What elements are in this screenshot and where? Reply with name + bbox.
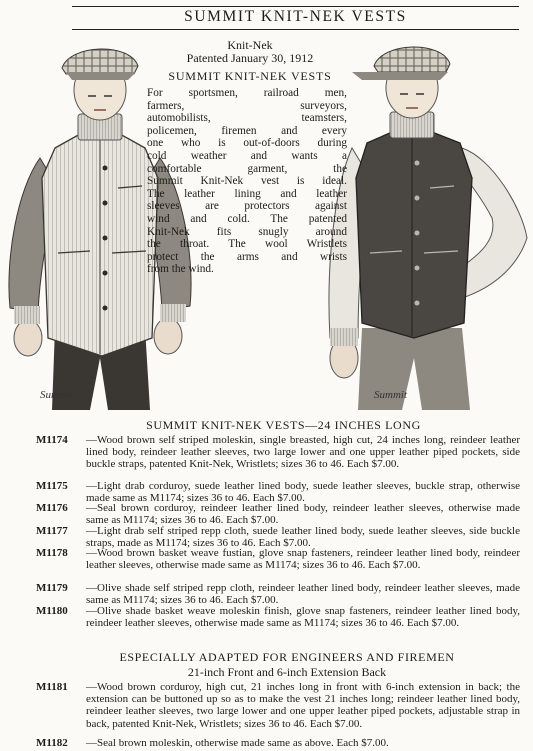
list-item [36, 582, 520, 606]
description-line: wind and cold. The patented [147, 212, 347, 225]
item-description: —Wood brown basket weave fustian, glove snap fasteners, reindeer leather lined body, reindeer leather sleeves, otherwise made same as M1174; sizes 36 to 46. Each $7.00. [86, 547, 520, 572]
description-line: one who is out-of-doors during [147, 137, 347, 150]
section-heading: SUMMIT KNIT-NEK VESTS [168, 69, 332, 83]
description-line: farmers, surveyors, [147, 99, 347, 112]
item-description: —Olive shade self striped repp cloth, reindeer leather lined body, reindeer leather sleeves, made same as M1174; sizes 36 to 46. Each $7.00. [86, 582, 520, 607]
item-description: —Wood brown corduroy, high cut, 21 inches long in front with 6-inch extension in back; the extension can be buttoned up so as to make the vest 21 inches long; reindeer leather lined body, reindeer leather sleeves, two large lower and one upper leather piped pockets, adjustable strap in back, patented Knit-Nek, Wristlets; sizes 36 to 46. Each $7.00. [86, 681, 520, 730]
item-code: M1174 [36, 434, 68, 446]
item-code: M1180 [36, 605, 68, 617]
engineers-heading: ESPECIALLY ADAPTED FOR ENGINEERS AND FIREMEN [119, 650, 455, 664]
description-line: sleeves are protectors against [147, 200, 347, 213]
description-line: policemen, firemen and every [147, 124, 347, 137]
list-item [36, 737, 520, 749]
right-illustration-signature: Summit [374, 389, 407, 401]
listing-heading: SUMMIT KNIT-NEK VESTS—24 INCHES LONG [146, 418, 421, 432]
item-code: M1178 [36, 547, 68, 559]
list-item [36, 681, 520, 730]
list-item [36, 434, 520, 471]
description-line: Summit Knit-Nek vest is ideal. [147, 175, 347, 188]
description-line: The leather lining and leather [147, 187, 347, 200]
description-line: For sportsmen, railroad men, [147, 87, 347, 99]
header-bottom-rule [72, 29, 519, 30]
list-item [36, 605, 520, 629]
list-item [36, 547, 520, 571]
left-illustration-signature: Summit [40, 389, 73, 401]
description-line: comfortable garment, the [147, 162, 347, 175]
item-code: M1175 [36, 480, 68, 492]
description-line: the throat. The wool Wristlets [147, 238, 347, 251]
item-description: —Seal brown corduroy, reindeer leather lined body, reindeer leather sleeves, otherwise made same as M1174; sizes 36 to 46. Each $7.00. [86, 502, 520, 527]
header-top-rule [72, 6, 519, 7]
list-item [36, 480, 520, 504]
list-item [36, 525, 520, 549]
item-code: M1179 [36, 582, 68, 594]
description-line: cold weather and wants a [147, 149, 347, 162]
description-line: from the wind. [147, 263, 214, 276]
description-line: Knit-Nek fits snugly around [147, 225, 347, 238]
description-line: automobilists, teamsters, [147, 112, 347, 125]
item-description: —Light drab corduroy, suede leather lined body, suede leather sleeves, buckle strap, otherwise made same as M1174; sizes 36 to 46. Each $7.00. [86, 480, 520, 505]
right-vest-illustration [322, 38, 532, 410]
page-title: SUMMIT KNIT-NEK VESTS [184, 8, 407, 25]
item-description: —Seal brown moleskin, otherwise made same as above. Each $7.00. [86, 737, 389, 749]
description-line: protect the arms and wrists [147, 250, 347, 263]
item-code: M1177 [36, 525, 68, 537]
knit-nek-label: Knit-Nek [227, 38, 273, 52]
patent-line: Patented January 30, 1912 [186, 51, 314, 65]
list-item [36, 502, 520, 526]
item-description: —Wood brown self striped moleskin, single breasted, high cut, 24 inches long, reindeer leather lined body, reindeer leather sleeves, two large lower and one upper leather piped pockets, side buckle straps, patented Knit-Nek, Wristlets; sizes 36 to 46. Each $7.00. [86, 434, 520, 471]
item-code: M1181 [36, 681, 68, 693]
engineers-subheading: 21-inch Front and 6-inch Extension Back [187, 665, 387, 679]
item-description: —Olive shade basket weave moleskin finish, glove snap fasteners, reindeer leather lined body, reindeer leather sleeves, otherwise made same as M1174; sizes 36 to 46. Each $7.00. [86, 605, 520, 630]
item-code: M1182 [36, 737, 68, 749]
item-description: —Light drab self striped repp cloth, suede leather lined body, suede leather sleeves, side buckle straps, made as M1174; sizes 36 to 46. Each $7.00. [86, 525, 520, 550]
product-description [147, 87, 347, 276]
item-code: M1176 [36, 502, 68, 514]
